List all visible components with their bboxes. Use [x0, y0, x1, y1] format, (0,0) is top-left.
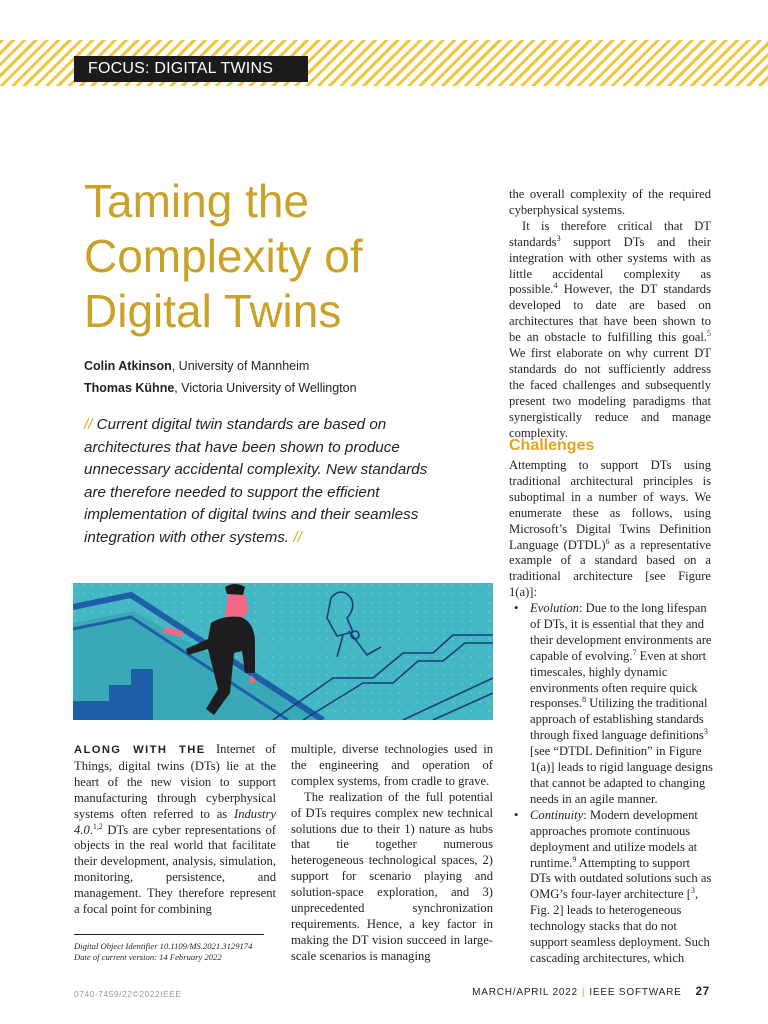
body-column-1 [74, 742, 276, 918]
citation: 3 [556, 233, 561, 243]
focus-topic: DIGITAL TWINS [154, 60, 274, 77]
text-run: : Due to the long lifespan of DTs, it is essential that they and their development environments are capable of evolving. [530, 601, 712, 663]
article-title: Taming the Complexity of Digital Twins [84, 175, 363, 337]
author-line [84, 355, 357, 377]
author-list [84, 355, 357, 399]
focus-banner [74, 56, 308, 82]
text-run: as a representative example of a standard based on a traditional architecture [see Figure 1(a)]: [509, 537, 711, 600]
abstract [84, 414, 444, 550]
author-affiliation: , University of Mannheim [171, 359, 310, 373]
paragraph: the overall complexity of the required cyberphysical systems. [509, 187, 711, 217]
author-name: Thomas Kühne [84, 381, 175, 395]
citation: 1,2 [92, 821, 103, 831]
doi-line: Digital Object Identifier 10.1109/MS.2021.3129174 [74, 941, 253, 951]
section-heading: Challenges [509, 437, 595, 454]
bullet-icon: • [514, 601, 519, 615]
text-run: , Fig. 2] leads to heterogeneous technology stacks that do not support seamless deployment. Such cascading architectures, which [530, 887, 710, 965]
list-item [509, 808, 713, 967]
citation: 5 [707, 328, 711, 338]
list-item [509, 601, 713, 808]
term: Continuity [530, 807, 584, 822]
paragraph [509, 458, 711, 601]
issue-date: MARCH/APRIL 2022 [472, 987, 578, 998]
text-run: Attempting to support DTs with outdated solutions such as OMG’s four-layer architecture [ [530, 855, 712, 902]
focus-label: FOCUS: [88, 60, 150, 77]
text-run: Utilizing the traditional approach of establishing standards through fixed language definitions [530, 696, 708, 743]
citation: 4 [553, 281, 558, 291]
text-run: We first elaborate on why current DT standards do not sufficiently address the faced challenges and subsequently present two modeling paradigms that synergistically reduce and manage complexity. [509, 346, 711, 440]
body-column-2 [291, 742, 493, 965]
paragraph [74, 742, 276, 918]
abstract-close-mark: // [293, 528, 302, 546]
citation: 9 [572, 854, 577, 864]
paragraph: multiple, diverse technologies used in the engineering and operation of complex systems, from cradle to grave. [291, 742, 493, 788]
text-run: However, the DT standards developed to date are based on architectures that have been shown to be an obstacle to fulfilling this goal. [509, 282, 711, 345]
citation: 3 [703, 727, 708, 737]
footer-separator: | [581, 987, 586, 998]
text-run: . [89, 822, 93, 837]
paragraph [509, 219, 711, 442]
date-line: Date of current version: 14 February 2022 [74, 952, 222, 962]
footnote [74, 941, 284, 963]
author-name: Colin Atkinson [84, 359, 172, 373]
text-run: [see “DTDL Definition” in Figure 1(a)] leads to rigid language designs that cannot be adapted to changing needs in an agile manner. [530, 744, 713, 806]
body-column-3-challenges [509, 458, 711, 601]
stairs-illustration-svg [73, 583, 493, 720]
paragraph: The realization of the full potential of DTs requires complex new technical solutions due to their 1) nature as hubs that tie together numerous heterogeneous technological spaces, 2) support for scenario playing and solution-space exploration, and 3) unprecedented synchronization requirements. Hence, a key factor in making the DT vision succeed in large-scale scenarios is managing [291, 789, 493, 963]
term: Evolution [530, 601, 579, 615]
article-illustration [73, 583, 493, 720]
citation: 7 [632, 647, 637, 657]
text-run: support DTs and their integration with other systems with as little accidental complexity as possible. [509, 234, 711, 297]
text-run: It is therefore critical that DT standards [509, 218, 711, 249]
author-line [84, 377, 357, 399]
body-column-3 [509, 187, 711, 442]
abstract-text: Current digital twin standards are based on architectures that have been shown to produce unnecessary accidental complexity. New standards are therefore needed to support the efficient implementation of digital twins and their seamless integration with other systems. [84, 416, 428, 546]
text-run: Even at short timescales, highly dynamic environments often require quick responses. [530, 648, 707, 711]
abstract-open-mark: // [84, 416, 93, 433]
citation: 6 [605, 536, 610, 546]
page-number: 27 [695, 986, 710, 998]
challenge-list [509, 601, 713, 967]
page-footer [472, 986, 710, 998]
lead-in: ALONG WITH THE [74, 744, 206, 756]
bullet-icon: • [514, 807, 519, 822]
text-run: DTs are cyber representations of objects in the real world that facilitate their development, analysis, simulation, monitoring, persistence, and management. They therefore represent a focal point for combining [74, 822, 276, 917]
text-run: Internet of Things, digital twins (DTs) lie at the heart of the new vision to support manufacturing through cyberphysical systems often referred to as [74, 742, 276, 821]
text-run: : Modern development approaches promote continuous deployment and utilize models at runtime. [530, 807, 698, 870]
text-run: Attempting to support DTs using traditional architectural principles is suboptimal in a number of ways. We enumerate these as follows, using Microsoft’s Digital Twins Definition Language (DTDL) [509, 458, 711, 552]
magazine-name: IEEE SOFTWARE [589, 987, 682, 998]
italic-run: Industry 4.0 [74, 806, 276, 837]
author-affiliation: , Victoria University of Wellington [174, 381, 357, 395]
copyright-line: 0740-7459/22©2022IEEE [74, 989, 182, 999]
citation: 3 [690, 886, 695, 896]
footnote-rule [74, 934, 264, 935]
citation: 8 [582, 695, 587, 705]
